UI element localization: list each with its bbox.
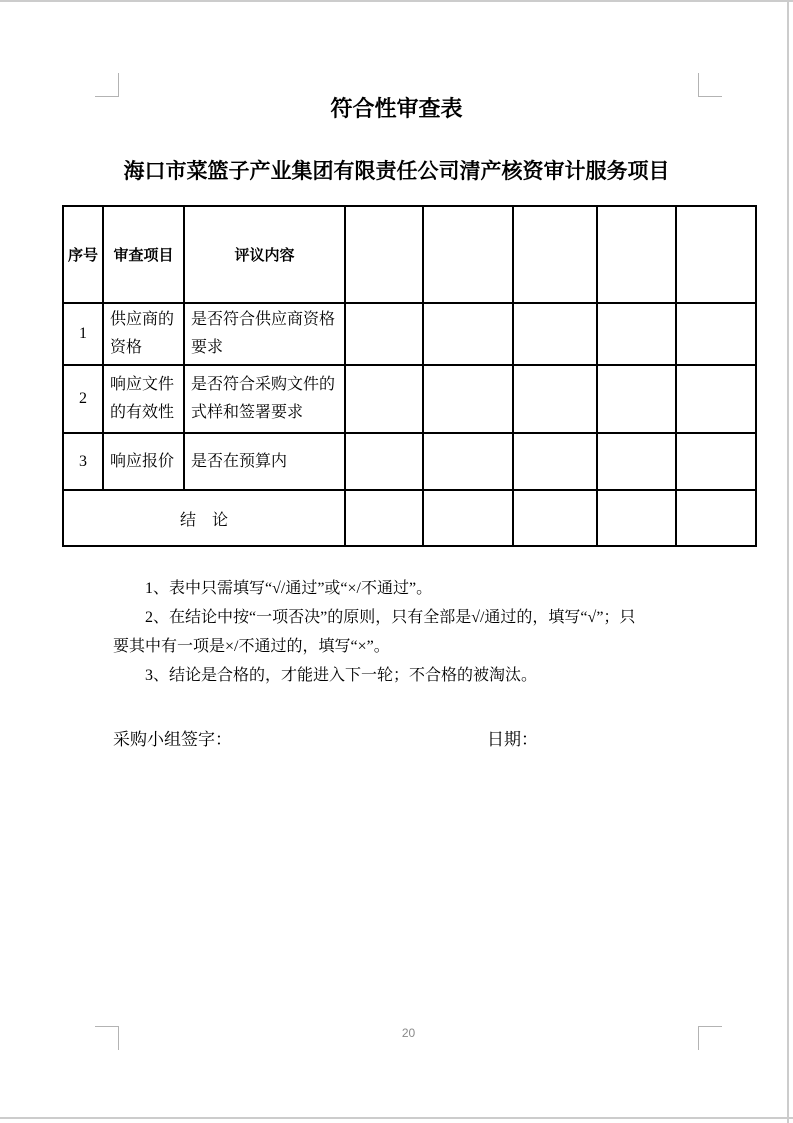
conclusion-label-cell: 结 论 xyxy=(63,490,345,546)
cell-blank xyxy=(345,490,423,546)
cell-blank xyxy=(345,433,423,490)
cell-blank xyxy=(513,365,597,433)
margin-mark-bottom-right-horizontal xyxy=(698,1026,722,1027)
cell-blank xyxy=(597,365,676,433)
table-row xyxy=(63,303,756,365)
cell-item: 响应报价 xyxy=(103,433,184,490)
margin-mark-bottom-left-horizontal xyxy=(95,1026,119,1027)
header-cell-blank xyxy=(676,206,756,303)
table-header-row xyxy=(63,206,756,303)
header-cell-content: 评议内容 xyxy=(184,206,345,303)
cell-blank xyxy=(423,433,513,490)
cell-blank xyxy=(513,433,597,490)
project-title: 海口市菜篮子产业集团有限责任公司清产核资审计服务项目 xyxy=(123,159,670,183)
cell-content: 是否符合采购文件的式样和签署要求 xyxy=(184,365,345,433)
cell-blank xyxy=(597,433,676,490)
cell-content: 是否在预算内 xyxy=(184,433,345,490)
cell-seq: 2 xyxy=(63,365,103,433)
page-edge-bottom xyxy=(0,1117,793,1119)
header-cell-blank xyxy=(597,206,676,303)
cell-blank xyxy=(676,303,756,365)
purchase-group-signature-label: 采购小组签字： xyxy=(113,730,232,749)
cell-blank xyxy=(345,303,423,365)
cell-item: 响应文件的有效性 xyxy=(103,365,184,433)
header-cell-blank xyxy=(345,206,423,303)
note-line: 要其中有一项是×/不通过的，填写“×”。 xyxy=(113,638,390,655)
margin-mark-bottom-right-vertical xyxy=(698,1026,699,1050)
cell-blank xyxy=(513,490,597,546)
note-line: 3、结论是合格的，才能进入下一轮；不合格的被淘汰。 xyxy=(145,667,538,684)
header-cell-blank xyxy=(423,206,513,303)
compliance-review-table xyxy=(62,205,757,547)
signature-row xyxy=(0,725,793,749)
cell-content: 是否符合供应商资格要求 xyxy=(184,303,345,365)
note-line: 1、表中只需填写“√/通过”或“×/不通过”。 xyxy=(145,580,433,597)
cell-blank xyxy=(676,365,756,433)
table-row xyxy=(63,433,756,490)
header-cell-blank xyxy=(513,206,597,303)
cell-blank xyxy=(597,490,676,546)
date-label: 日期： xyxy=(487,730,538,749)
cell-item: 供应商的资格 xyxy=(103,303,184,365)
cell-blank xyxy=(676,490,756,546)
cell-seq: 1 xyxy=(63,303,103,365)
notes-block xyxy=(113,574,727,690)
cell-blank xyxy=(423,303,513,365)
header-cell-seq: 序号 xyxy=(63,206,103,303)
page-title: 符合性审查表 xyxy=(330,96,463,121)
header-cell-item: 审查项目 xyxy=(103,206,184,303)
cell-blank xyxy=(597,303,676,365)
margin-mark-top-left-vertical xyxy=(118,73,119,97)
cell-blank xyxy=(513,303,597,365)
cell-blank xyxy=(345,365,423,433)
table-row xyxy=(63,365,756,433)
margin-mark-top-right-vertical xyxy=(698,73,699,97)
cell-blank xyxy=(423,490,513,546)
cell-blank xyxy=(676,433,756,490)
cell-blank xyxy=(423,365,513,433)
note-line: 2、在结论中按“一项否决”的原则，只有全部是√/通过的，填写“√”；只 xyxy=(145,609,636,626)
page-edge-top xyxy=(0,0,793,2)
cell-seq: 3 xyxy=(63,433,103,490)
conclusion-row xyxy=(63,490,756,546)
page-number: 20 xyxy=(401,1026,416,1040)
